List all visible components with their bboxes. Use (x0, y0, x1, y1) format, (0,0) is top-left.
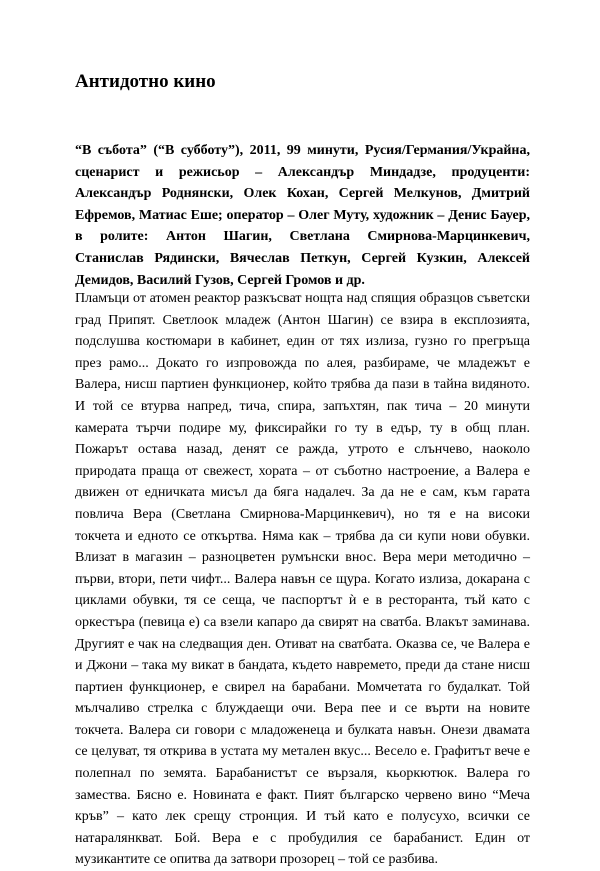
article-title: Антидотно кино (75, 71, 216, 92)
article-body: Пламъци от атомен реактор разкъсват нощта над спящия образцов съветски град Припят. Светлоок младеж (Антон Шагин) се взира в експлозията, подслушва костюмари в кабинет, един от тях излиза, гузно го прегръща през рамо... Докато го изпровожда по алея, разбираме, че младежът е Валера, нисш партиен функционер, който трябва да пази в тайна видяното. И той се втурва напред, тича, спира, запъхтян, пак тича – 20 минути камерата търчи подире му, фиксирайки го ту в едър, ту в общ план. Пожарът остава назад, денят се ражда, утрото е слънчево, наоколо природата праща от свежест, хората – от съботно настроение, а Валера е движен от едничката мисъл да бяга надалеч. За да не е сам, към гарата повлича Вера (Светлана Смирнова-Марцинкевич), но тя е на високи токчета и едното се откъртва. Няма как – трябва да си купи нови обувки. Влизат в магазин – разноцветен румънски внос. Вера мери методично – първи, втори, пети чифт... Валера навън се щура. Когато излиза, докарана с циклами обувки, тя се сеща, че паспортът ѝ е в ресторанта, тъй като с оркестъра (певица е) са взели капаро да свирят на сватба. Влакът заминава. Другият е чак на следващия ден. Отиват на сватбата. Оказва се, че Валера е и Джони – така му викат в бандата, където навремето, преди да стане нисш партиен функционер, е свирел на барабани. Момчетата го будалкат. Той мълчаливо стрелка с блуждаещи очи. Вера пее и се върти на новите токчета. Валера си говори с младоженеца и булката навън. Онези двамата се целуват, тя открива в устата му метален вкус... Весело е. Графитът вече е полепнал по земята. Барабанистът се вързаля, кьоркютюк. Валера го замества. Бясно е. Новината е факт. Пият българско червено вино “Меча кръв” – като лек срещу стронция. И тъй като е полусухо, всички се натаралянкват. Бой. Вера е с пробудилия се барабанист. Един от музикантите се опитва да затвори прозорец – той се разбива. (75, 291, 530, 868)
film-credits: “В събота” (“В субботу”), 2011, 99 минути, Русия/Германия/Украйна, сценарист и режисьор – Александър Миндадзе, продуценти: Александър Роднянски, Олек Кохан, Сергей Мелкунов, Дмитрий Ефремов, Матиас Еше; оператор – Олег Муту, художник – Денис Бауер, в ролите: Антон Шагин, Светлана Смирнова-Марцинкевич, Станислав Рядински, Вячеслав Петкун, Сергей Кузкин, Алексей Демидов, Василий Гузов, Сергей Громов и др. (75, 143, 530, 288)
